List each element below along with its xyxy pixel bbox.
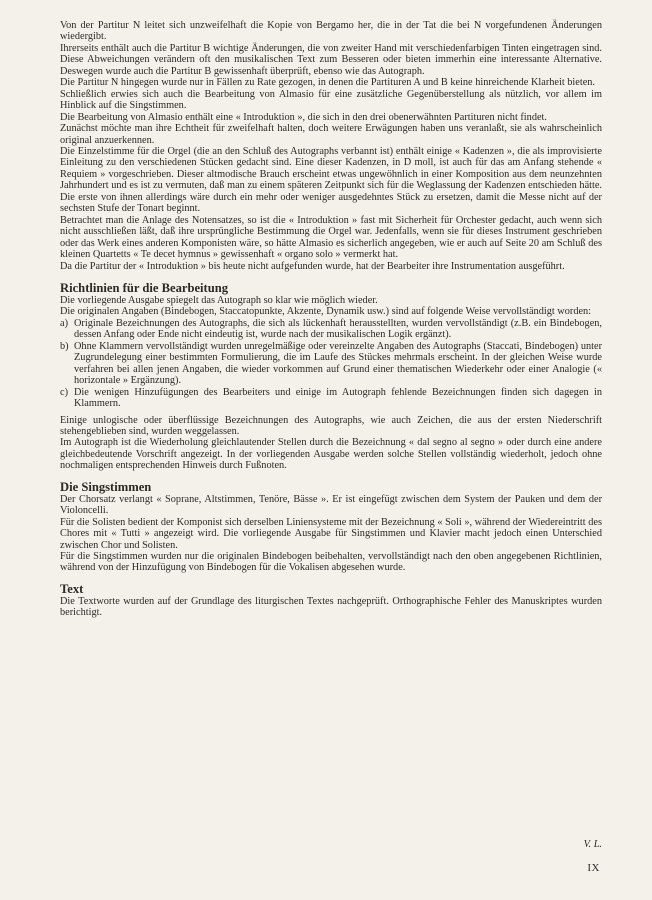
paragraph: Die Partitur N hingegen wurde nur in Fällen zu Rate gezogen, in denen die Partituren A und B keine hinreichende Klarheit bieten. <box>60 77 595 89</box>
list-item <box>60 387 602 410</box>
richtlinien-section <box>60 281 602 472</box>
section-heading: Die Singstimmen <box>60 479 152 494</box>
paragraph: Ihrerseits enthält auch die Partitur B wichtige Änderungen, die von zweiter Hand mit verschiedenfarbigen Tinten eingetragen sind. Diese Abweichungen verändern oft den musikalischen Text zum Besseren oder bieten immerhin eine interessante Alternative. Deswegen wurde auch die Partitur B gewissenhaft überprüft, ebenso wie das Autograph. <box>60 42 602 77</box>
list-item <box>60 341 602 387</box>
page-number: IX <box>587 862 600 874</box>
list-item <box>60 318 602 341</box>
rules-list <box>60 318 602 410</box>
paragraph: Für die Singstimmen wurden nur die originalen Bindebogen beibehalten, vervollständigt nach den oben angegebenen Richtlinien, während von der Hinzufügung von Bindebogen für die Vokalisen abgesehen wurde. <box>60 551 602 574</box>
singstimmen-section <box>60 480 602 574</box>
list-item-label: b) <box>60 340 69 352</box>
list-item-text: Originale Bezeichnungen des Autographs, die sich als lückenhaft herausstellten, wurden vervollständigt (z.B. ein Bindebogen, dessen Anfang oder Ende nicht eindeutig ist, wurde nach der musikalischen Logik ergänzt). <box>74 317 602 341</box>
paragraph: Der Chorsatz verlangt « Soprane, Altstimmen, Tenöre, Bässe ». Er ist eingefügt zwischen dem System der Pauken und dem der Violoncelli. <box>60 493 602 517</box>
intro-section <box>60 20 602 272</box>
paragraph: Von der Partitur N leitet sich unzweifelhaft die Kopie von Bergamo her, die in der Tat die bei N vorgefundenen Änderungen wiedergibt. <box>60 20 602 43</box>
list-item-label: c) <box>60 386 68 398</box>
paragraph: Für die Solisten bedient der Komponist sich derselben Liniensysteme mit der Bezeichnung « Soli », während der Wiedereintritt des Chores mit « Tutti » angezeigt wird. Die vorliegende Ausgabe für Singstimmen und Klavier macht jedoch einen Unterschied zwischen Chor und Solisten. <box>60 516 602 551</box>
paragraph: Betrachtet man die Anlage des Notensatzes, so ist die « Introduktion » fast mit Sicherheit für Orchester gedacht, auch wenn sich nicht ausschließen läßt, daß ihre ursprüngliche Bestimmung die Orgel war. Jedenfalls, wenn sie für dieses Instrument geschrieben oder das Werk eines anderen Komponisten wäre, so hätte Almasio es sicherlich angegeben, wie er auch auf Seite 20 am Schluß des kleinen Quartetts « Te decet hymnus » gewissenhaft « organo solo » vermerkt hat. <box>60 214 602 261</box>
paragraph: Die Textworte wurden auf der Grundlage des liturgischen Textes nachgeprüft. Orthographische Fehler des Manuskriptes wurden berichtigt. <box>60 595 602 619</box>
author-initials: V. L. <box>583 839 602 850</box>
paragraph: Schließlich erwies sich auch die Bearbeitung von Almasio für eine zusätzliche Gegenüberstellung als nützlich, vor allem im Hinblick auf die Singstimmen. <box>60 88 602 112</box>
paragraph: Im Autograph ist die Wiederholung gleichlautender Stellen durch die Bezeichnung « dal segno al segno » oder durch eine andere gleichbedeutende Vorschrift angezeigt. In der vorliegenden Ausgabe werden solche Stellen vollständig wiederholt, jedoch ohne nochmaligen entsprechenden Hinweis durch Fußnoten. <box>60 437 602 472</box>
paragraph: Zunächst möchte man ihre Echtheit für zweifelhaft halten, doch weitere Erwägungen haben uns veranlaßt, sie als wahrscheinlich original anzuerkennen. <box>60 123 602 146</box>
section-heading: Richtlinien für die Bearbeitung <box>60 280 229 295</box>
list-item-label: a) <box>60 317 68 329</box>
text-section <box>60 582 602 619</box>
paragraph: Die Einzelstimme für die Orgel (die an den Schluß des Autographs verbannt ist) enthält einige « Kadenzen », die als improvisierte Einleitung zu den verschiedenen Stücken gedacht sind. Eine dieser Kadenzen, in D moll, ist auch für das am Anfang stehende « Requiem » vorgeschrieben. Dieser altmodische Brauch erscheint etwas ungewöhnlich in einer Komposition aus dem neunzehnten Jahrhundert und es ist zu vermuten, daß man zu einem späteren Zeitpunkt sich für die Weglassung der Kadenzen entschieden hätte. Die erste von ihnen allerdings wäre durch ein mehr oder weniger ausgedehntes Stück zu ersetzen, damit die Messe nicht auf der sechsten Stufe der Tonart beginnt. <box>60 145 602 215</box>
paragraph: Die vorliegende Ausgabe spiegelt das Autograph so klar wie möglich wieder. <box>60 294 378 306</box>
paragraph: Die originalen Angaben (Bindebogen, Staccatopunkte, Akzente, Dynamik usw.) sind auf folgende Weise vervollständigt worden: <box>60 306 592 318</box>
list-item-text: Die wenigen Hinzufügungen des Bearbeiters und einige im Autograph fehlende Bezeichnungen finden sich dagegen in Klammern. <box>74 386 602 410</box>
paragraph: Da die Partitur der « Introduktion » bis heute nicht aufgefunden wurde, hat der Bearbeiter ihre Instrumentation ausgeführt. <box>60 260 565 272</box>
list-item-text: Ohne Klammern vervollständigt wurden unregelmäßige oder vereinzelte Angaben des Autographs (Staccati, Bindebogen) unter Zugrundelegung einer bestimmten Formulierung, die im Laufe des Stückes mehrmals erscheint. In der gleichen Weise wurde verfahren bei allen jenen Angaben, die wieder vorkommen auf Grund einer thematischen Wiederkehr oder einer Analogie (« horizontale » Ergänzung). <box>74 340 602 387</box>
section-heading: Text <box>60 581 84 596</box>
paragraph: Die Bearbeitung von Almasio enthält eine « Introduktion », die sich in den drei obenerwähnten Partituren nicht findet. <box>60 111 547 123</box>
paragraph: Einige unlogische oder überflüssige Bezeichnungen des Autographs, wie auch Zeichen, die aus der ersten Niederschrift stehengeblieben sind, wurden weggelassen. <box>60 414 602 437</box>
